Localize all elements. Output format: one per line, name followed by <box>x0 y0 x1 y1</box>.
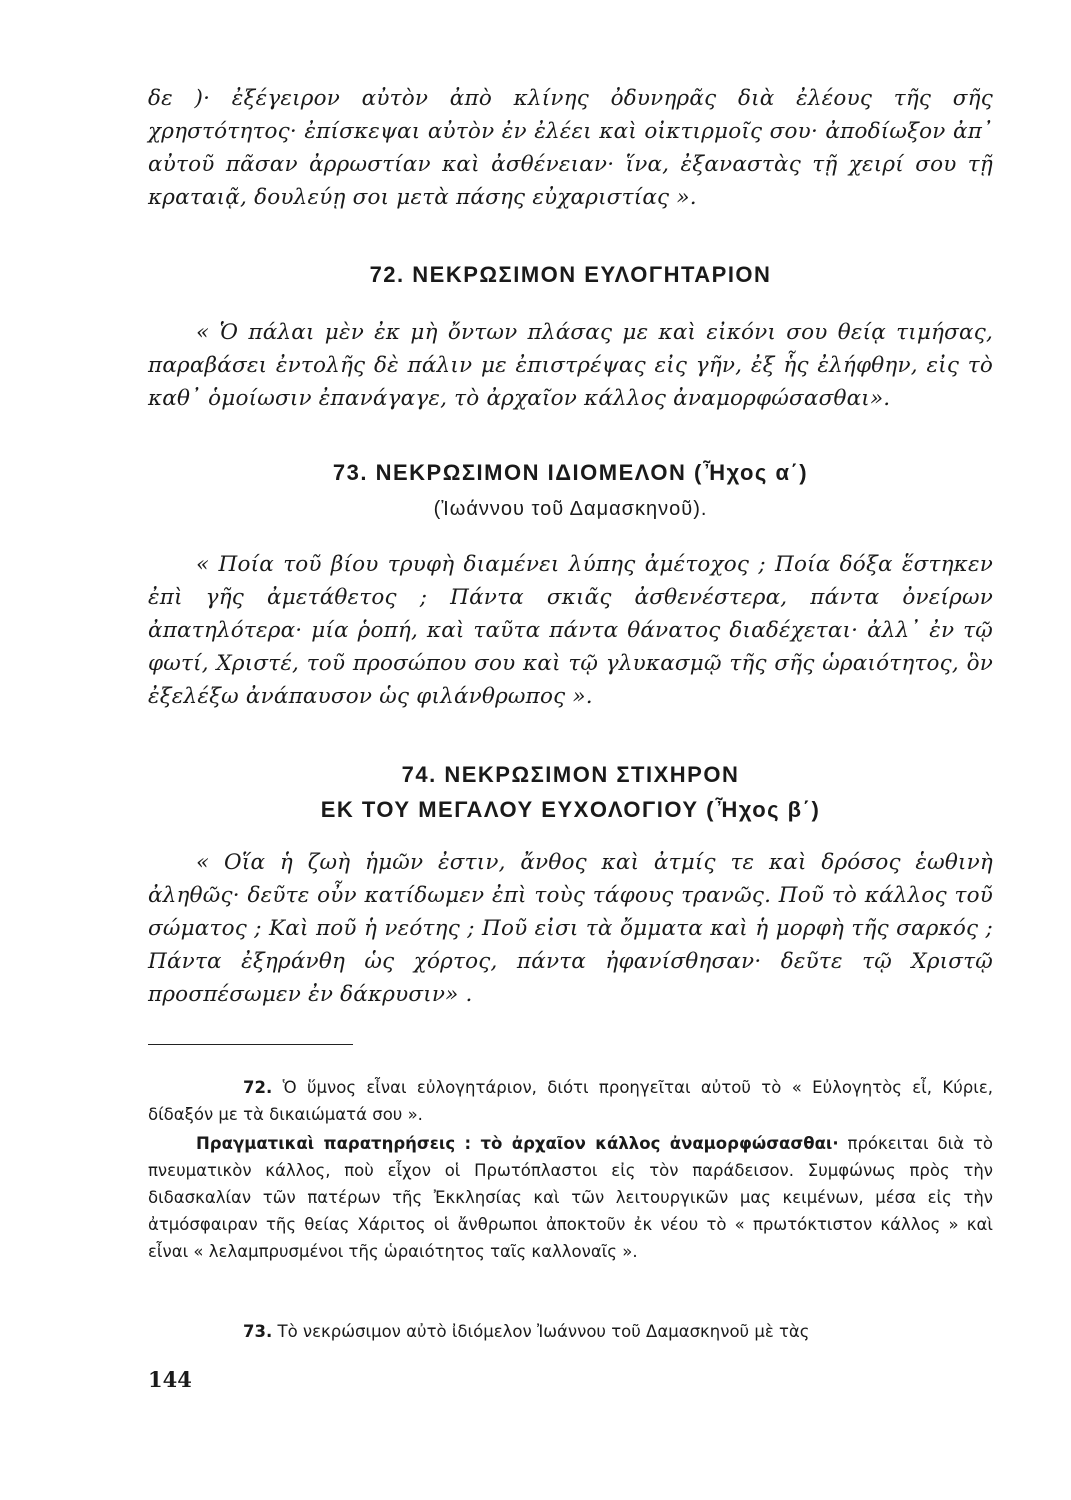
footnote-73-number: 73. <box>243 1322 273 1341</box>
footnote-73 <box>148 1318 993 1345</box>
footnote-72-number: 72. <box>243 1078 273 1097</box>
footnote-divider <box>148 1044 353 1045</box>
book-page <box>148 0 993 1500</box>
footnote-72-text: Ὁ ὕμνος εἶναι εὐλογητάριον, διότι προηγεῖται αὐτοῦ τὸ « Εὐλογητὸς εἶ, Κύριε, δίδαξόν με τὰ δικαιώματά σου ». <box>148 1078 993 1124</box>
section-73-title: ΝΕΚΡΩΣΙΜΟΝ ΙΔΙΟΜΕΛΟΝ (Ἦχος α΄) <box>375 460 809 485</box>
section-74-hymn-text: « Οἵα ἡ ζωὴ ἡμῶν ἐστιν, ἄνθος καὶ ἀτμίς τε καὶ δρόσος ἑωθινὴ ἀληθῶς· δεῦτε οὖν κατίδωμεν ἐπὶ τοὺς τάφους τρανῶς. Ποῦ τὸ κάλλος τοῦ σώματος ; Καὶ ποῦ ἡ νεότης ; Ποῦ εἰσι τὰ ὄμματα καὶ ἡ μορφὴ τῆς σαρκός ; Πάντα ἐξηράνθη ὡς χόρτος, πάντα ἠφανίσθησαν· δεῦτε τῷ Χριστῷ προσπέσωμεν ἐν δάκρυσιν» . <box>148 850 993 1007</box>
section-74-title-line2: ΕΚ ΤΟΥ ΜΕΓΑΛΟΥ ΕΥΧΟΛΟΓΙΟΥ (Ἦχος β΄) <box>320 797 821 822</box>
footnote-73-text: Τὸ νεκρώσιμον αὐτὸ ἰδιόμελον Ἰωάννου τοῦ Δαμασκηνοῦ μὲ τὰς <box>277 1322 810 1341</box>
footnote-72-remarks-heading: Πραγματικαὶ παρατηρήσεις : τὸ ἀρχαῖον κάλλος ἀναμορφώσασθαι· <box>196 1134 839 1153</box>
section-72-title: ΝΕΚΡΩΣΙΜΟΝ ΕΥΛΟΓΗΤΑΡΙΟΝ <box>412 262 772 287</box>
section-74-title-line1: ΝΕΚΡΩΣΙΜΟΝ ΣΤΙΧΗΡΟΝ <box>444 762 740 787</box>
section-74-number: 74. <box>401 762 437 787</box>
section-73-number: 73. <box>332 460 368 485</box>
section-73-hymn-text: « Ποία τοῦ βίου τρυφὴ διαμένει λύπης ἀμέτοχος ; Ποία δόξα ἕστηκεν ἐπὶ γῆς ἀμετάθετος ; Πάντα σκιᾶς ἀσθενέστερα, πάντα ὀνείρων ἀπατηλότερα· μία ῥοπή, καὶ ταῦτα πάντα θάνατος διαδέχεται· ἀλλ᾽ ἐν τῷ φωτί, Χριστέ, τοῦ προσώπου σου καὶ τῷ γλυκασμῷ τῆς σῆς ὡραιότητος, ὃν ἐξελέξω ἀνάπαυσον ὡς φιλάνθρωπος ». <box>148 552 993 709</box>
footnote-72 <box>148 1074 993 1128</box>
continued-prayer-text: δε )· ἐξέγειρον αὐτὸν ἀπὸ κλίνης ὀδυνηρᾶς διὰ ἐλέους τῆς σῆς χρηστότητος· ἐπίσκεψαι αὐτὸν ἐν ἐλέει καὶ οἰκτιρμοῖς σου· ἀποδίωξον ἀπ᾽ αὐτοῦ πᾶσαν ἀρρωστίαν καὶ ἀσθένειαν· ἵνα, ἐξαναστὰς τῇ χειρί σου τῇ κραταιᾷ, δουλεύῃ σοι μετὰ πάσης εὐχαριστίας ». <box>148 86 993 210</box>
footnote-72-remarks-text: πρόκειται διὰ τὸ πνευματικὸν κάλλος, ποὺ εἶχον οἱ Πρωτόπλαστοι εἰς τὸν παράδεισον. Συμφώνως πρὸς τὴν διδασκαλίαν τῶν πατέρων τῆς Ἐκκλησίας καὶ τῶν λειτουργικῶν μας κειμένων, μέσα εἰς τὴν ἀτμόσφαιραν τῆς θείας Χάριτος οἱ ἄνθρωποι ἀποκτοῦν ἐκ νέου τὸ « πρωτόκτιστον κάλλος » καὶ εἶναι « λελαμπρυσμένοι τῆς ὡραιότητος ταῖς καλλοναῖς ». <box>148 1134 994 1261</box>
section-72-number: 72. <box>369 262 405 287</box>
section-73-subtitle: (Ἰωάννου τοῦ Δαμασκηνοῦ). <box>433 498 708 520</box>
section-72-hymn-text: « Ὁ πάλαι μὲν ἐκ μὴ ὄντων πλάσας με καὶ εἰκόνι σου θείᾳ τιμήσας, παραβάσει ἐντολῆς δὲ πάλιν με ἐπιστρέψας εἰς γῆν, ἐξ ἧς ἐλήφθην, εἰς τὸ καθ᾽ ὁμοίωσιν ἐπανάγαγε, τὸ ἀρχαῖον κάλλος ἀναμορφώσασθαι». <box>148 320 993 411</box>
section-74-heading <box>148 762 993 788</box>
section-73-heading <box>148 460 993 486</box>
footnote-72-remarks <box>148 1130 993 1265</box>
page-number: 144 <box>148 1367 192 1392</box>
section-72-heading <box>148 262 993 288</box>
